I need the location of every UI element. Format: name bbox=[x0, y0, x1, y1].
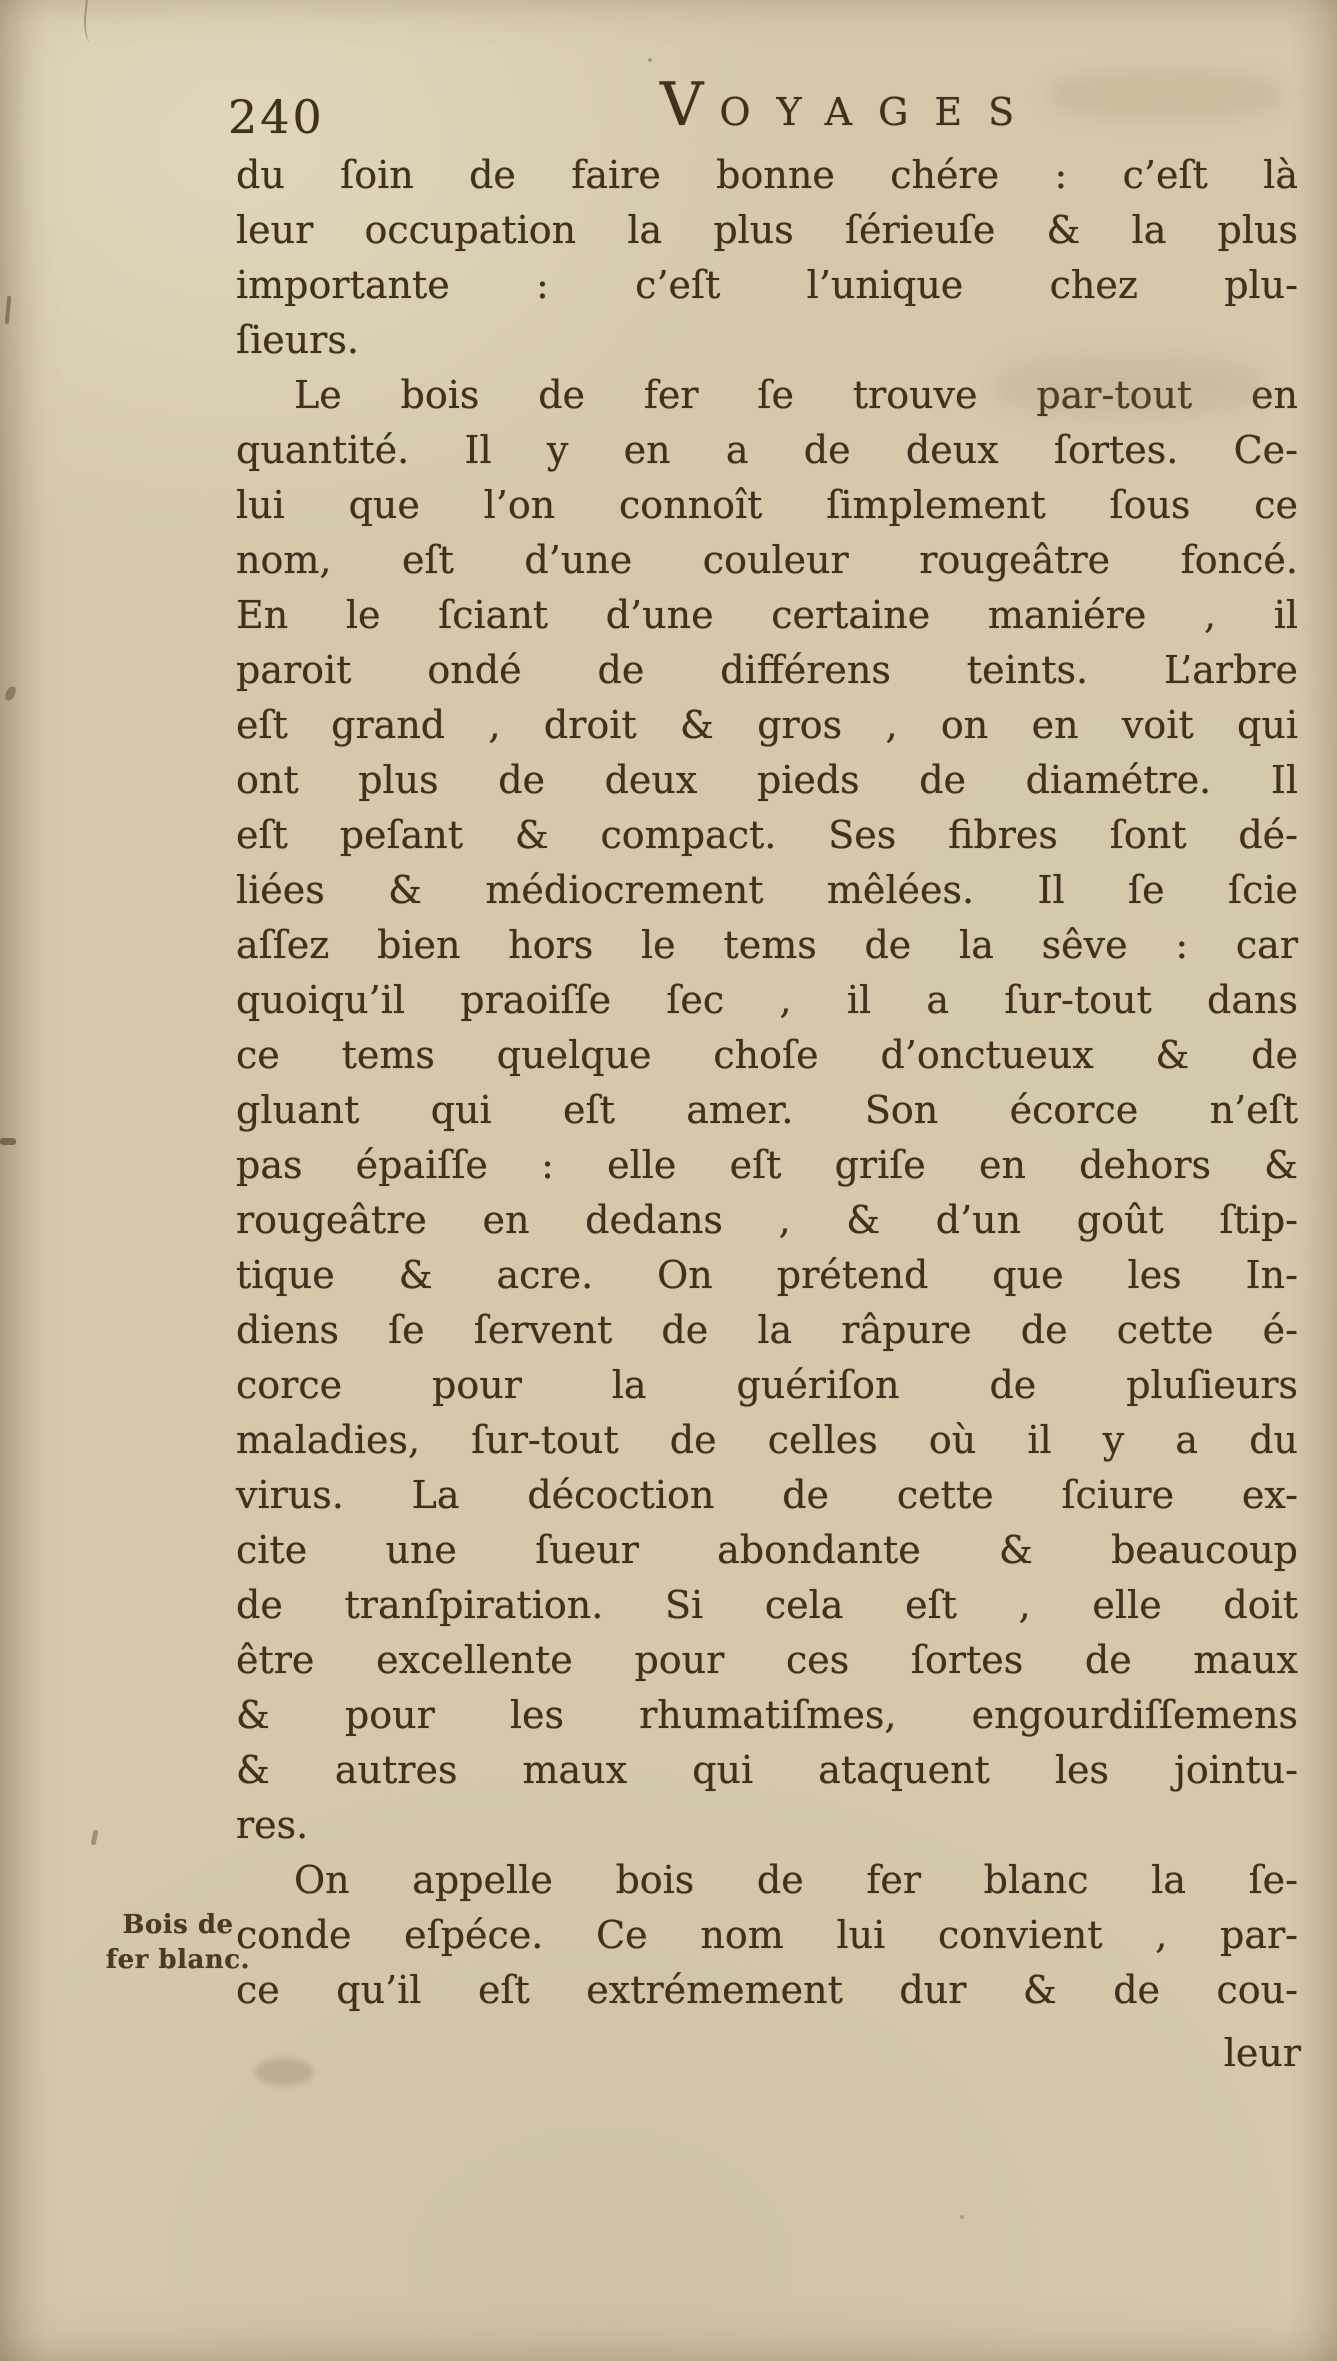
margin-note-line: Bois de bbox=[122, 1910, 234, 1940]
text-line: res. bbox=[236, 1803, 309, 1847]
text-line: Le bois de fer ſe trouve par-tout en bbox=[294, 373, 1298, 417]
paper-speck bbox=[5, 296, 11, 324]
text-line: gluant qui eſt amer. Son écorce n’eſt bbox=[236, 1088, 1298, 1132]
text-line: de tranſpiration. Si cela eſt , elle doit bbox=[236, 1583, 1298, 1627]
text-line: conde eſpéce. Ce nom lui convient , par- bbox=[236, 1913, 1298, 1957]
text-line: diens ſe ſervent de la râpure de cette é- bbox=[236, 1308, 1298, 1352]
text-line: ont plus de deux pieds de diamétre. Il bbox=[236, 758, 1298, 802]
text-line: ce tems quelque choſe d’onctueux & de bbox=[236, 1033, 1298, 1077]
text-line: lui que l’on connoît ſimplement ſous ce bbox=[236, 483, 1298, 527]
running-title-rest: OYAGES bbox=[719, 90, 1041, 134]
paper-speck bbox=[90, 1830, 98, 1846]
text-line: ſieurs. bbox=[236, 318, 359, 362]
text-line: corce pour la guériſon de pluſieurs bbox=[236, 1363, 1298, 1407]
text-line: rougeâtre en dedans , & d’un goût ſtip- bbox=[236, 1198, 1298, 1242]
text-line: paroit ondé de différens teints. L’arbre bbox=[236, 648, 1298, 692]
paper-bleedthrough bbox=[1050, 72, 1280, 118]
text-line: quantité. Il y en a de deux ſortes. Ce- bbox=[236, 428, 1298, 472]
paper-speck bbox=[4, 685, 17, 702]
text-line: ce qu’il eſt extrémement dur & de cou- bbox=[236, 1968, 1298, 2012]
text-line: & pour les rhumatiſmes, engourdiſſemens bbox=[236, 1693, 1298, 1737]
text-line: eſt peſant & compact. Ses fibres ſont dé- bbox=[236, 813, 1298, 857]
text-line: être excellente pour ces ſortes de maux bbox=[236, 1638, 1298, 1682]
paper-bleedthrough bbox=[255, 2058, 313, 2086]
text-line: quoiqu’il praoiſſe ſec , il a ſur-tout dans bbox=[236, 978, 1298, 1022]
paper-speck bbox=[0, 1138, 16, 1145]
text-line: nom, eſt d’une couleur rougeâtre foncé. bbox=[236, 538, 1298, 582]
text-line: cite une ſueur abondante & beaucoup bbox=[236, 1528, 1298, 1572]
paper-speck bbox=[648, 58, 652, 62]
page-number: 240 bbox=[228, 90, 325, 144]
text-line: du ſoin de faire bonne chére : c’eſt là bbox=[236, 153, 1298, 197]
text-line: On appelle bois de fer blanc la ſe- bbox=[294, 1858, 1298, 1902]
text-line: leur occupation la plus ſérieuſe & la plus bbox=[236, 208, 1298, 252]
text-line: importante : c’eſt l’unique chez plu- bbox=[236, 263, 1298, 307]
text-line: maladies, ſur-tout de celles où il y a du bbox=[236, 1418, 1298, 1462]
margin-note-line: fer blanc. bbox=[105, 1945, 251, 1975]
running-title bbox=[660, 70, 1040, 140]
text-line: pas épaiſſe : elle eſt griſe en dehors & bbox=[236, 1143, 1298, 1187]
paper-speck bbox=[82, 0, 103, 43]
text-line: liées & médiocrement mêlées. Il ſe ſcie bbox=[236, 868, 1298, 912]
text-line: & autres maux qui ataquent les jointu- bbox=[236, 1748, 1298, 1792]
text-line: En le ſciant d’une certaine maniére , il bbox=[236, 593, 1298, 637]
running-title-initial: V bbox=[660, 70, 704, 140]
catchword: leur bbox=[1223, 2031, 1301, 2075]
text-line: virus. La décoction de cette ſciure ex- bbox=[236, 1473, 1298, 1517]
margin-note bbox=[90, 1908, 266, 1978]
text-line: eſt grand , droit & gros , on en voit qui bbox=[236, 703, 1298, 747]
paper-speck bbox=[960, 2215, 964, 2219]
body-text bbox=[236, 148, 1298, 2018]
text-line: tique & acre. On prétend que les In- bbox=[236, 1253, 1298, 1297]
text-line: aſſez bien hors le tems de la sêve : car bbox=[236, 923, 1298, 967]
